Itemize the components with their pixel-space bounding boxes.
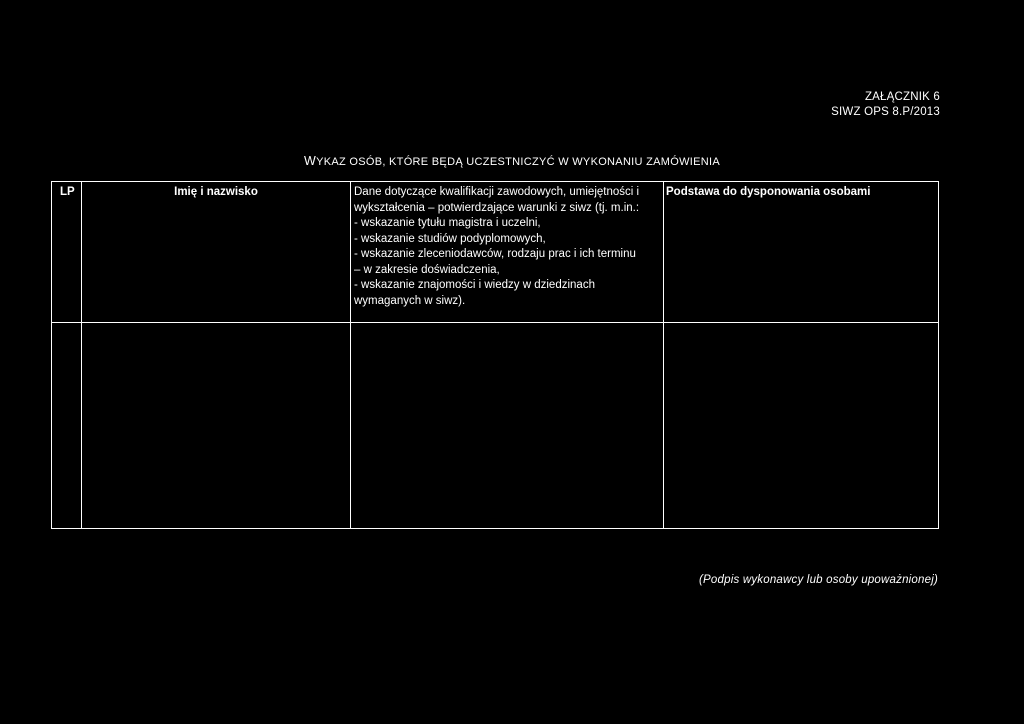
signature-caption: (Podpis wykonawcy lub osoby upoważnionej) xyxy=(699,574,938,586)
qualifications-line: wykształcenia – potwierdzające warunki z siwz (tj. m.in.: xyxy=(354,201,640,214)
cell-name xyxy=(82,323,351,529)
attachment-header xyxy=(831,90,940,120)
header-lp: LP xyxy=(52,182,82,323)
qualifications-line: - wskazanie zleceniodawców, rodzaju prac i ich terminu xyxy=(354,248,636,260)
header-basis: Podstawa do dysponowania osobami xyxy=(664,182,939,323)
attachment-reference: SIWZ OPS 8.P/2013 xyxy=(831,106,940,118)
qualifications-line: - wskazanie tytułu magistra i uczelni, xyxy=(354,217,541,229)
qualifications-line: wymaganych w siwz). xyxy=(354,294,466,307)
document-title xyxy=(0,154,1024,168)
table-header-row xyxy=(52,182,939,323)
persons-table xyxy=(51,181,939,529)
qualifications-line: - wskazanie studiów podyplomowych, xyxy=(354,232,546,245)
cell-basis xyxy=(664,323,939,529)
qualifications-line: Dane dotyczące kwalifikacji zawodowych, umiejętności i xyxy=(354,186,640,198)
attachment-label: ZAŁĄCZNIK 6 xyxy=(864,91,940,103)
header-name: Imię i nazwisko xyxy=(82,182,351,323)
cell-qualifications xyxy=(351,323,664,529)
cell-lp xyxy=(52,323,82,529)
qualifications-line: – w zakresie doświadczenia, xyxy=(354,263,500,276)
document-title-rest: YKAZ OSÓB, KTÓRE BĘDĄ UCZESTNICZYĆ W WYKONANIU ZAMÓWIENIA xyxy=(316,156,721,168)
document-title-initial: W xyxy=(303,154,317,168)
qualifications-line: - wskazanie znajomości i wiedzy w dziedzinach xyxy=(354,279,595,291)
header-qualifications xyxy=(351,182,664,323)
table-row xyxy=(52,323,939,529)
